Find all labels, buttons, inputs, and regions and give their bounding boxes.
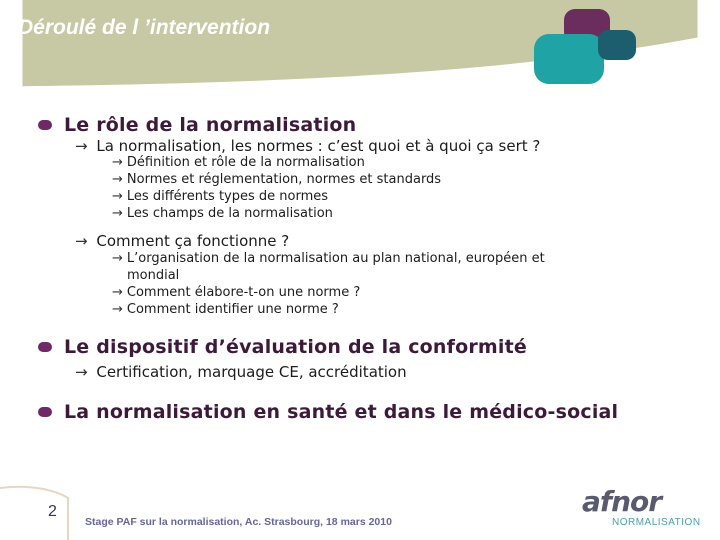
page-number: 2	[48, 503, 57, 520]
sub-item	[75, 137, 540, 155]
page-title: Déroulé de l ’intervention	[18, 16, 271, 39]
rounded-bullet-icon	[38, 342, 52, 352]
arrow-icon: →	[75, 137, 88, 155]
rounded-bullet-icon	[38, 120, 52, 130]
detail-item	[112, 251, 545, 266]
afnor-logo	[582, 485, 712, 535]
detail-item	[112, 302, 339, 317]
detail-item-continuation	[127, 268, 179, 283]
arrow-icon: →	[112, 302, 123, 317]
sub-item	[75, 232, 289, 250]
header-area	[0, 0, 720, 96]
detail-item-label: L’organisation de la normalisation au plan national, européen et	[126, 251, 545, 266]
rounded-bullet-icon	[38, 407, 52, 417]
detail-item-label: Normes et réglementation, normes et standards	[126, 172, 442, 187]
footer-curve	[0, 480, 80, 540]
sub-item-label: Comment ça fonctionne ?	[96, 232, 290, 250]
arrow-icon: →	[75, 363, 88, 381]
sub-item-label: La normalisation, les normes : c’est quoi et à quoi ça sert ?	[96, 137, 541, 155]
detail-item-label: Les différents types de normes	[126, 189, 329, 204]
arrow-icon: →	[112, 189, 123, 204]
sub-item	[75, 363, 407, 381]
detail-item	[112, 155, 365, 170]
detail-item-label: Comment identifier une norme ?	[126, 302, 339, 317]
footer-text: Stage PAF sur la normalisation, Ac. Strasbourg, 18 mars 2010	[85, 516, 392, 528]
detail-item	[112, 189, 328, 204]
detail-item-label: mondial	[127, 268, 180, 283]
arrow-icon: →	[112, 155, 123, 170]
arrow-icon: →	[75, 232, 88, 250]
detail-item-label: Définition et rôle de la normalisation	[126, 155, 365, 170]
arrow-icon: →	[112, 172, 123, 187]
arrow-icon: →	[112, 206, 123, 221]
detail-item	[112, 172, 441, 187]
section-heading: La normalisation en santé et dans le médico-social	[64, 401, 619, 423]
section-heading-row	[38, 336, 527, 358]
detail-item-label: Les champs de la normalisation	[126, 206, 333, 221]
detail-item	[112, 285, 360, 300]
detail-item-label: Comment élabore-t-on une norme ?	[126, 285, 361, 300]
detail-item	[112, 206, 333, 221]
section-heading-row	[38, 401, 618, 423]
arrow-icon: →	[112, 251, 123, 266]
sub-item-label: Certification, marquage CE, accréditation	[96, 363, 407, 381]
decorative-squares-icon	[530, 6, 640, 88]
logo-wordmark: afnor	[582, 485, 662, 518]
logo-subtitle: NORMALISATION	[612, 517, 701, 528]
arrow-icon: →	[112, 285, 123, 300]
section-heading-row	[38, 114, 356, 136]
section-heading: Le dispositif d’évaluation de la conformité	[64, 336, 528, 358]
section-heading: Le rôle de la normalisation	[64, 114, 357, 136]
